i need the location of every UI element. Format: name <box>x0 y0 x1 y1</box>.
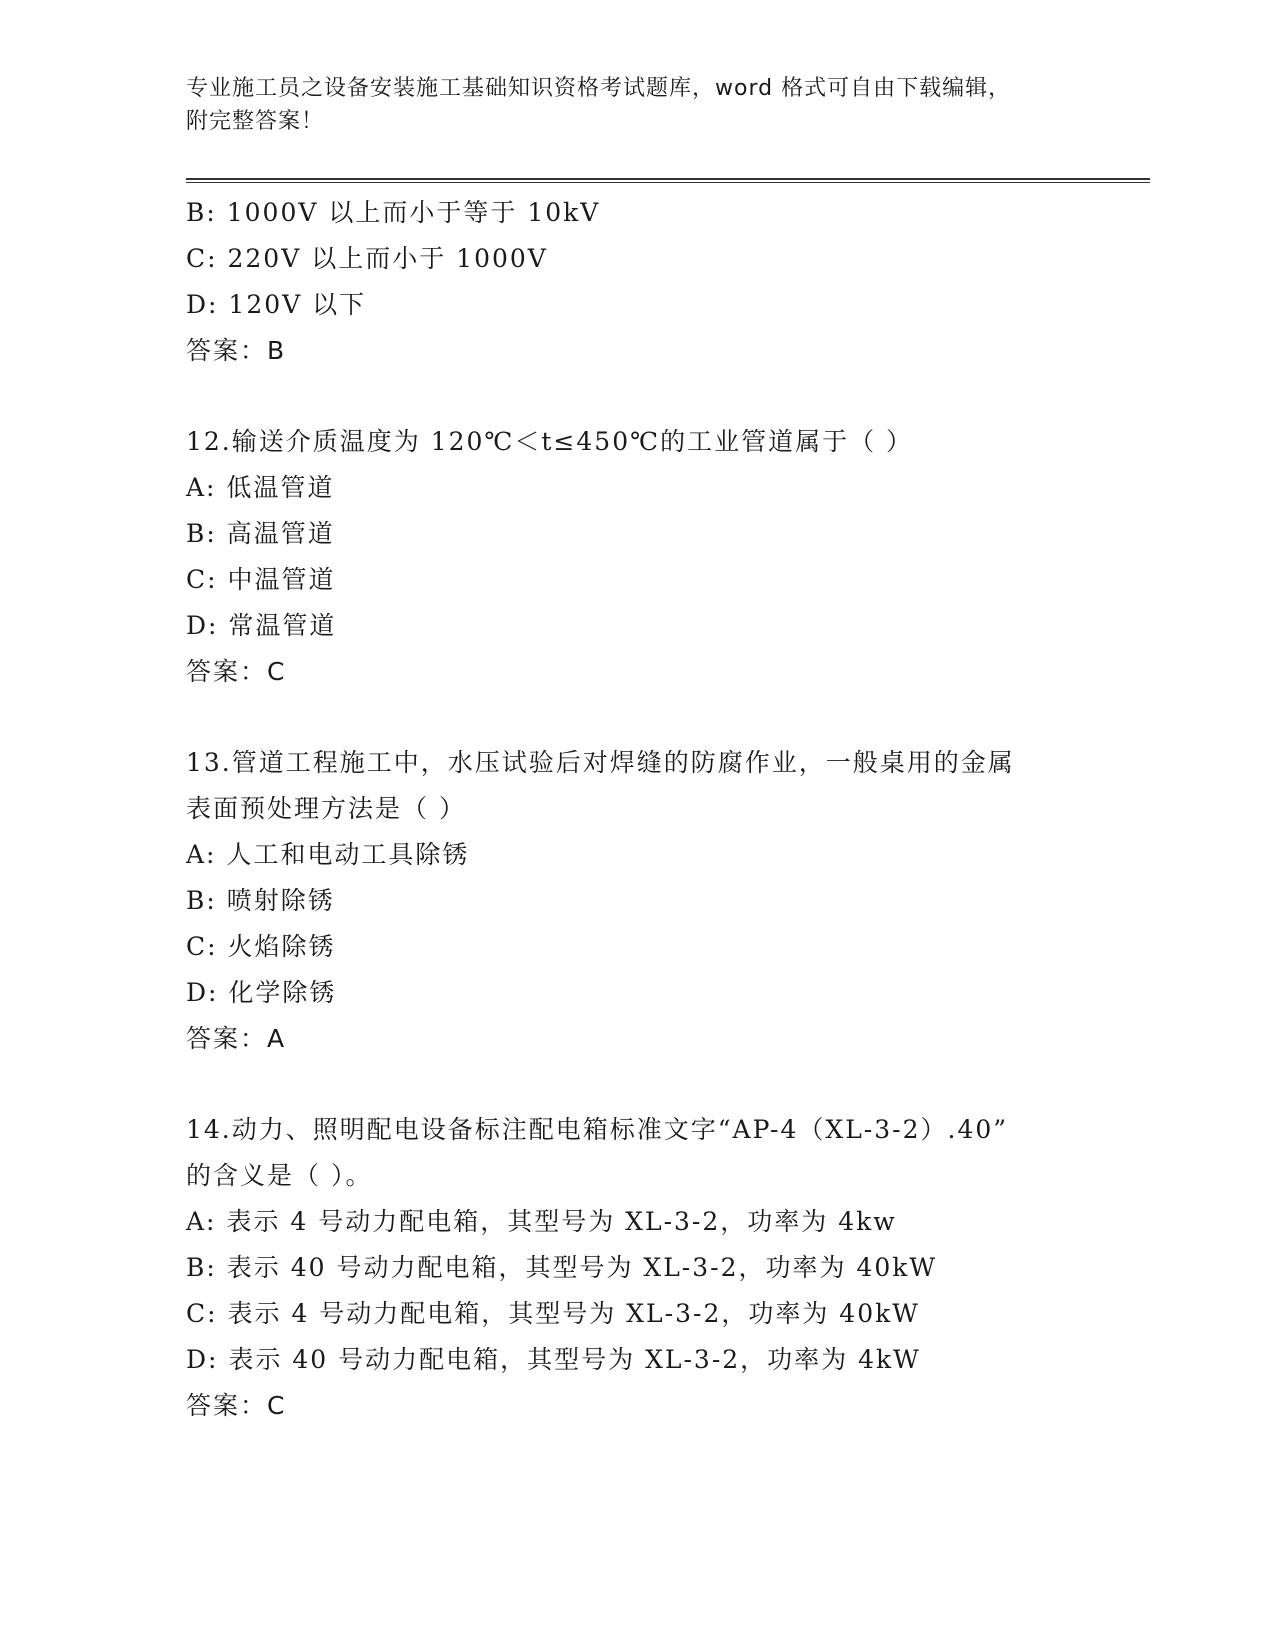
option-c: C: 表示 4 号动力配电箱，其型号为 XL-3-2，功率为 40kW <box>186 1299 920 1328</box>
question-stem: 12.输送介质温度为 120℃＜t≤450℃的工业管道属于（ ） <box>186 427 914 456</box>
question-block-12 <box>186 419 1086 695</box>
option-c: C: 中温管道 <box>186 565 336 594</box>
answer-line: 答案：A <box>186 1024 287 1053</box>
option-a: A: 人工和电动工具除锈 <box>186 840 470 869</box>
header-line-1: 专业施工员之设备安装施工基础知识资格考试题库，word 格式可自由下载编辑， <box>186 76 1012 101</box>
option-a: A: 低温管道 <box>186 473 335 502</box>
answer-line: 答案：C <box>186 657 287 686</box>
answer-line: 答案：C <box>186 1391 287 1420</box>
question-block-13 <box>186 740 1086 1062</box>
option-b: B: 1000V 以上而小于等于 10kV <box>186 198 601 227</box>
question-stem: 14.动力、照明配电设备标注配电箱标准文字“AP-4（XL-3-2）.40” <box>186 1115 1009 1144</box>
option-d: D: 常温管道 <box>186 611 337 640</box>
option-b: B: 表示 40 号动力配电箱，其型号为 XL-3-2，功率为 40kW <box>186 1253 938 1282</box>
header-line-2: 附完整答案！ <box>186 109 325 134</box>
question-list <box>186 190 1086 1429</box>
question-stem: 13.管道工程施工中，水压试验后对焊缝的防腐作业，一般桌用的金属 <box>186 748 1015 777</box>
question-stem-continued: 的含义是（ ）。 <box>186 1161 373 1190</box>
option-b: B: 喷射除锈 <box>186 886 335 915</box>
answer-line: 答案：B <box>186 336 287 365</box>
question-stem-continued: 表面预处理方法是（ ） <box>186 794 466 823</box>
option-d: D: 化学除锈 <box>186 978 337 1007</box>
question-block-14 <box>186 1107 1086 1429</box>
page-header <box>186 72 1086 138</box>
option-b: B: 高温管道 <box>186 519 335 548</box>
header-divider-thick <box>186 178 1150 180</box>
option-c: C: 火焰除锈 <box>186 932 336 961</box>
option-a: A: 表示 4 号动力配电箱，其型号为 XL-3-2，功率为 4kw <box>186 1207 897 1236</box>
question-block-11 <box>186 190 1086 374</box>
header-divider-thin <box>186 182 1150 183</box>
option-d: D: 表示 40 号动力配电箱，其型号为 XL-3-2，功率为 4kW <box>186 1345 921 1374</box>
option-c: C: 220V 以上而小于 1000V <box>186 244 548 273</box>
option-d: D: 120V 以下 <box>186 290 367 319</box>
